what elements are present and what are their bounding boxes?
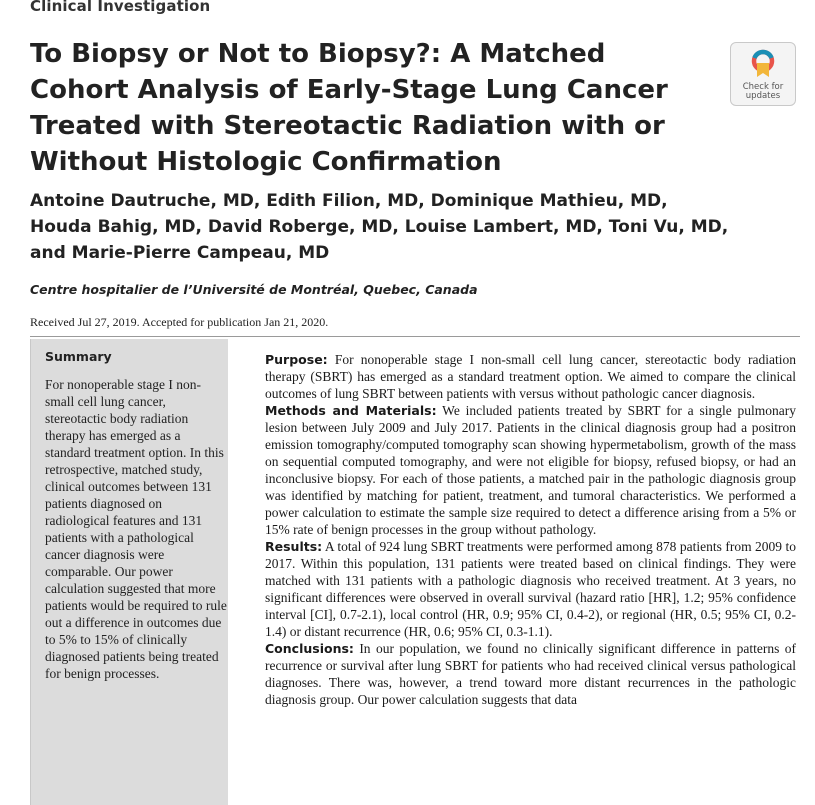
purpose-text: For nonoperable stage I non-small cell lung cancer, stereotactic body radiation therapy (SBRT) has emerged as a standard treatment option. We aimed to compare the clinical outcomes of lung SBRT between patients with versus without pathologic cancer diagnosis. xyxy=(265,352,797,401)
conclusions-text: In our population, we found no clinically significant difference in patterns of recurrence or survival after lung SBRT for patients who had received clinical versus pathological diagnoses. There was, however, a trend toward more distant recurrences in the pathologic diagnosis group. Our power calculation suggests that data xyxy=(265,641,796,707)
summary-text: For nonoperable stage I non-small cell lung cancer, stereotactic body radiation therapy has emerged as a standard treatment option. In this retrospective, matched study, clinical outcomes between 131 patients diagnosed on radiological features and 131 patients with a pathological cancer diagnosis were comparable. Our power calculation suggested that more patients would be required to rule out a difference in outcomes due to 5% to 15% of clinically diagnosed patients being treated for benign processes. xyxy=(45,377,227,681)
abstract-conclusions xyxy=(265,640,796,708)
abstract xyxy=(265,351,796,708)
check-for-updates-badge[interactable] xyxy=(730,42,796,106)
abstract-results xyxy=(265,538,796,640)
methods-text: We included patients treated by SBRT for a single pulmonary lesion between July 2009 and July 2017. Patients in the clinical diagnosis group had a positron emission tomography/computed tomography scan showing hypermetabolism, growth of the mass on sequential computed tomography, and were not eligible for biopsy, refused biopsy, or had an inconclusive biopsy. For each of those patients, a matched pair in the pathologic diagnosis group was identified by matching for patient, treatment, and tumoral characteristics. We performed a power calculation to estimate the sample size required to detect a difference arising from a 5% or 15% rate of benign processes in the group without pathology. xyxy=(265,403,797,537)
affiliation: Centre hospitalier de l’Université de Montréal, Quebec, Canada xyxy=(30,282,478,297)
received-date: Received Jul 27, 2019. Accepted for publication Jan 21, 2020. xyxy=(30,315,329,329)
results-label: Results: xyxy=(265,539,323,554)
check-updates-icon xyxy=(751,49,775,79)
summary-box xyxy=(30,339,228,805)
author-list: Antoine Dautruche, MD, Edith Filion, MD, Dominique Mathieu, MD, Houda Bahig, MD, David Roberge, MD, Louise Lambert, MD, Toni Vu, MD, and Marie-Pierre Campeau, MD xyxy=(30,191,729,263)
abstract-methods xyxy=(265,402,796,538)
section-label: Clinical Investigation xyxy=(30,0,211,15)
divider xyxy=(30,336,800,337)
results-text: A total of 924 lung SBRT treatments were performed among 878 patients from 2009 to 2017. Within this population, 131 patients were treated based on clinical findings. They were matched with 131 patients with a pathologic diagnosis who received treatment. At 3 years, no significant differences were observed in overall survival (hazard ratio [HR], 1.2; 95% confidence interval [CI], 0.7-2.1), local control (HR, 0.9; 95% CI, 0.4-2), or regional (HR, 0.5; 95% CI, 0.2-1.4) or distant recurrence (HR, 0.6; 95% CI, 0.3-1.1). xyxy=(265,539,797,639)
methods-label: Methods and Materials: xyxy=(265,403,437,418)
article-title: To Biopsy or Not to Biopsy?: A Matched Cohort Analysis of Early-Stage Lung Cancer Treated with Stereotactic Radiation with or Without Histologic Confirmation xyxy=(30,39,668,177)
abstract-purpose xyxy=(265,351,796,402)
purpose-label: Purpose: xyxy=(265,352,328,367)
conclusions-label: Conclusions: xyxy=(265,641,354,656)
summary-heading: Summary xyxy=(45,349,112,364)
check-updates-label: Check for updates xyxy=(742,82,784,101)
